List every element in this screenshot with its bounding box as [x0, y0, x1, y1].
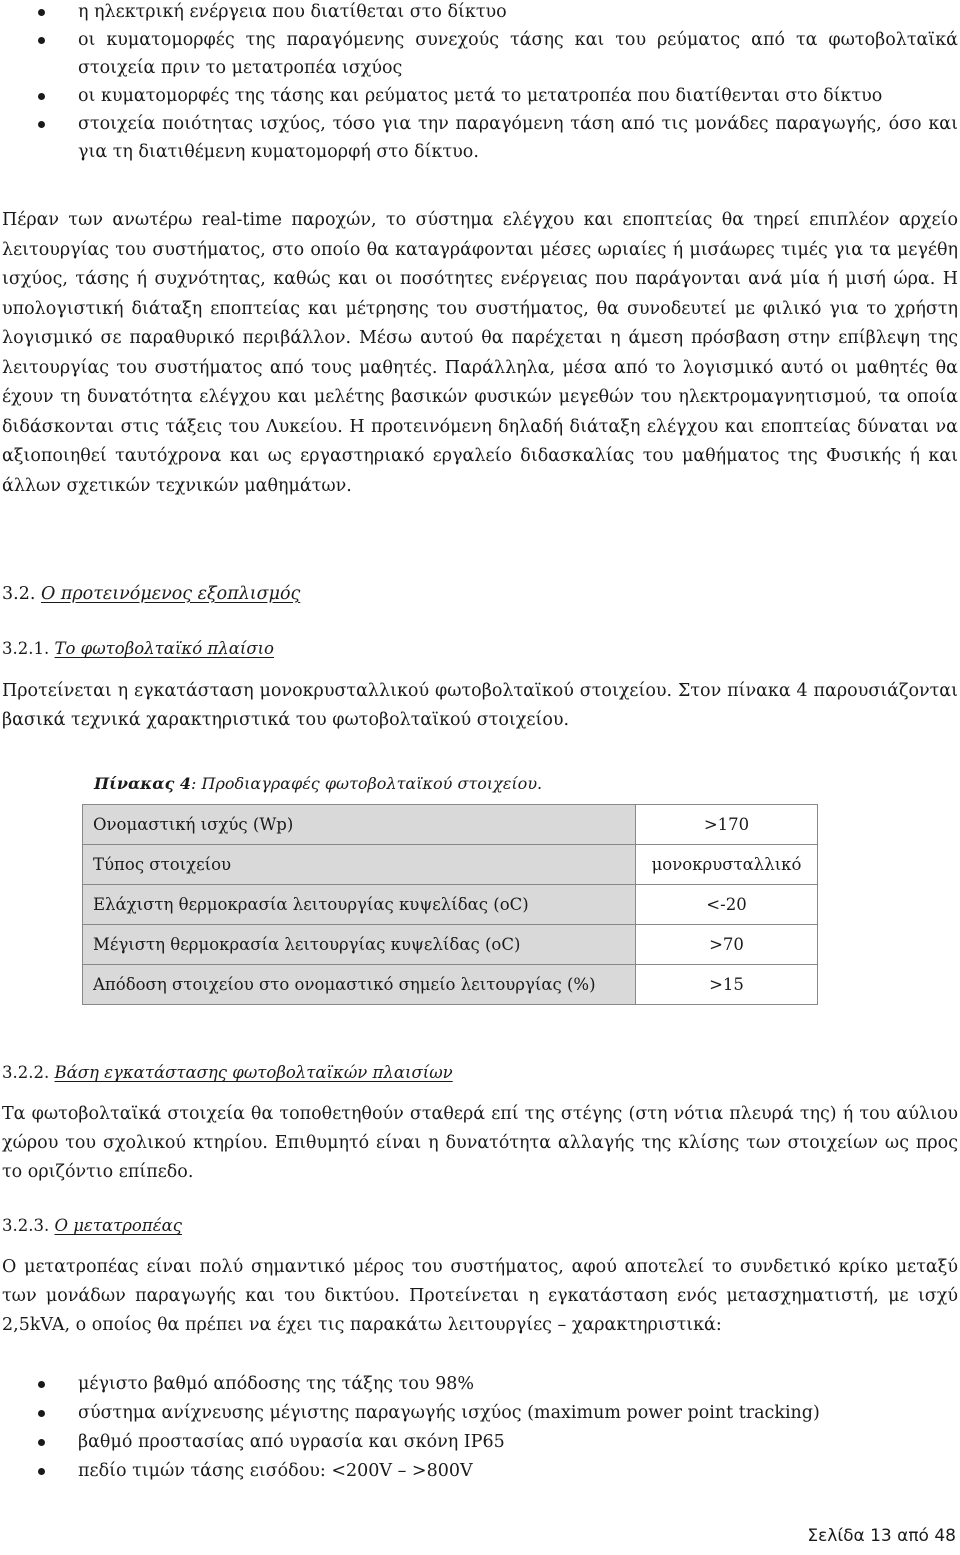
table-cell-key: Ελάχιστη θερμοκρασία λειτουργίας κυψελίδας (οC) [83, 885, 636, 925]
table-cell-value: >15 [636, 965, 818, 1005]
table-row [83, 965, 818, 1005]
list-item: μέγιστο βαθμό απόδοσης της τάξης του 98% [0, 1370, 960, 1398]
page-number: Σελίδα 13 από 48 [807, 1526, 956, 1546]
table-cell-key: Τύπος στοιχείου [83, 845, 636, 885]
monitoring-bullet-list [0, 0, 960, 166]
table-row [83, 925, 818, 965]
inverter-bullet-list [0, 1370, 960, 1486]
list-item: πεδίο τιμών τάσης εισόδου: <200V – >800V [0, 1457, 960, 1485]
bullet-icon [38, 93, 45, 100]
bullet-icon [38, 1381, 45, 1388]
list-item: οι κυματομορφές της τάσης και ρεύματος μετά το μετατροπέα που διατίθενται στο δίκτυο [0, 82, 960, 110]
table-row [83, 885, 818, 925]
table-cell-key: Ονομαστική ισχύς (Wp) [83, 805, 636, 845]
table-cell-value: >70 [636, 925, 818, 965]
spec-table-container [82, 770, 818, 1005]
subsection-heading: 3.2.2. Βάση εγκατάστασης φωτοβολταϊκών πλαισίων [2, 1063, 453, 1082]
list-item: βαθμό προστασίας από υγρασία και σκόνη IP65 [0, 1428, 960, 1456]
list-item: σύστημα ανίχνευσης μέγιστης παραγωγής ισχύος (maximum power point tracking) [0, 1399, 960, 1427]
table-row [83, 845, 818, 885]
bullet-icon [38, 1439, 45, 1446]
bullet-icon [38, 9, 45, 16]
table-row [83, 805, 818, 845]
table-caption: Πίνακας 4: Προδιαγραφές φωτοβολταϊκού στοιχείου. [94, 774, 543, 793]
list-item: οι κυματομορφές της παραγόμενης συνεχούς τάσης και του ρεύματος από τα φωτοβολταϊκά στοιχεία πριν το μετατροπέα ισχύος [0, 26, 960, 82]
list-item: στοιχεία ποιότητας ισχύος, τόσο για την παραγόμενη τάση από τις μονάδες παραγωγής, όσο και για τη διατιθέμενη κυματομορφή στο δίκτυο. [0, 110, 960, 166]
bullet-icon [38, 1410, 45, 1417]
bullet-icon [38, 37, 45, 44]
table-cell-value: >170 [636, 805, 818, 845]
subsection-heading: 3.2.3. Ο μετατροπέας [2, 1216, 182, 1235]
table-cell-value: <-20 [636, 885, 818, 925]
mounting-paragraph: Τα φωτοβολταϊκά στοιχεία θα τοποθετηθούν σταθερά επί της στέγης (στη νότια πλευρά της) ή του αύλιου χώρου του σχολικού κτηρίου. Επιθυμητό είναι η δυνατότητα αλλαγής της κλίσης των στοιχείων ως προς το οριζόντιο επίπεδο. [2, 1104, 958, 1182]
table-cell-key: Μέγιστη θερμοκρασία λειτουργίας κυψελίδας (οC) [83, 925, 636, 965]
spec-table [82, 804, 818, 1005]
bullet-icon [38, 121, 45, 128]
table-cell-value: μονοκρυσταλλικό [636, 845, 818, 885]
table-cell-key: Απόδοση στοιχείου στο ονομαστικό σημείο λειτουργίας (%) [83, 965, 636, 1005]
bullet-icon [38, 1468, 45, 1475]
pv-module-paragraph: Προτείνεται η εγκατάσταση μονοκρυσταλλικού φωτοβολταϊκού στοιχείου. Στον πίνακα 4 παρουσιάζονται βασικά τεχνικά χαρακτηριστικά του φωτοβολταϊκού στοιχείου. [2, 681, 958, 730]
list-item: η ηλεκτρική ενέργεια που διατίθεται στο δίκτυο [0, 0, 960, 26]
monitoring-paragraph: Πέραν των ανωτέρω real-time παροχών, το σύστημα ελέγχου και εποπτείας θα τηρεί επιπλέον αρχείο λειτουργίας του συστήματος, στο οποίο θα καταγράφονται μέσες ωριαίες ή μισάωρες τιμές για τα μεγέθη ισχύος, τάσης ή συχνότητας, καθώς και οι ποσότητες ενέργειας που παράγονται ανά μία ή μισή ώρα. Η υπολογιστική διάταξη εποπτείας και μέτρησης του συστήματος, θα συνοδευτεί με φιλικό για το χρήστη λογισμικό σε παραθυρικό περιβάλλον. Μέσω αυτού θα παρέχεται η άμεση πρόσβαση στην επίβλεψη της λειτουργίας του συστήματος από τους μαθητές. Παράλληλα, μέσα από το λογισμικό αυτό οι μαθητές θα έχουν τη δυνατότητα ελέγχου και μελέτης βασικών φυσικών μεγεθών του ηλεκτρομαγνητισμού, τα οποία διδάσκονται στις τάξεις του Λυκείου. Η προτεινόμενη δηλαδή διάταξη ελέγχου και εποπτείας δύναται να αξιοποιηθεί ταυτόχρονα και ως εργαστηριακό εργαλείο διδασκαλίας του μαθήματος της Φυσικής ή και άλλων σχετικών τεχνικών μαθημάτων. [2, 210, 958, 496]
inverter-paragraph: Ο μετατροπέας είναι πολύ σημαντικό μέρος του συστήματος, αφού αποτελεί το συνδετικό κρίκο μεταξύ των μονάδων παραγωγής και του δικτύου. Προτείνεται η εγκατάσταση ενός μετασχηματιστή, με ισχύ 2,5kVA, ο οποίος θα πρέπει να έχει τις παρακάτω λειτουργίες – χαρακτηριστικά: [2, 1257, 958, 1335]
section-heading: 3.2. Ο προτεινόμενος εξοπλισμός [2, 584, 301, 604]
subsection-heading: 3.2.1. Το φωτοβολταϊκό πλαίσιο [2, 639, 274, 658]
